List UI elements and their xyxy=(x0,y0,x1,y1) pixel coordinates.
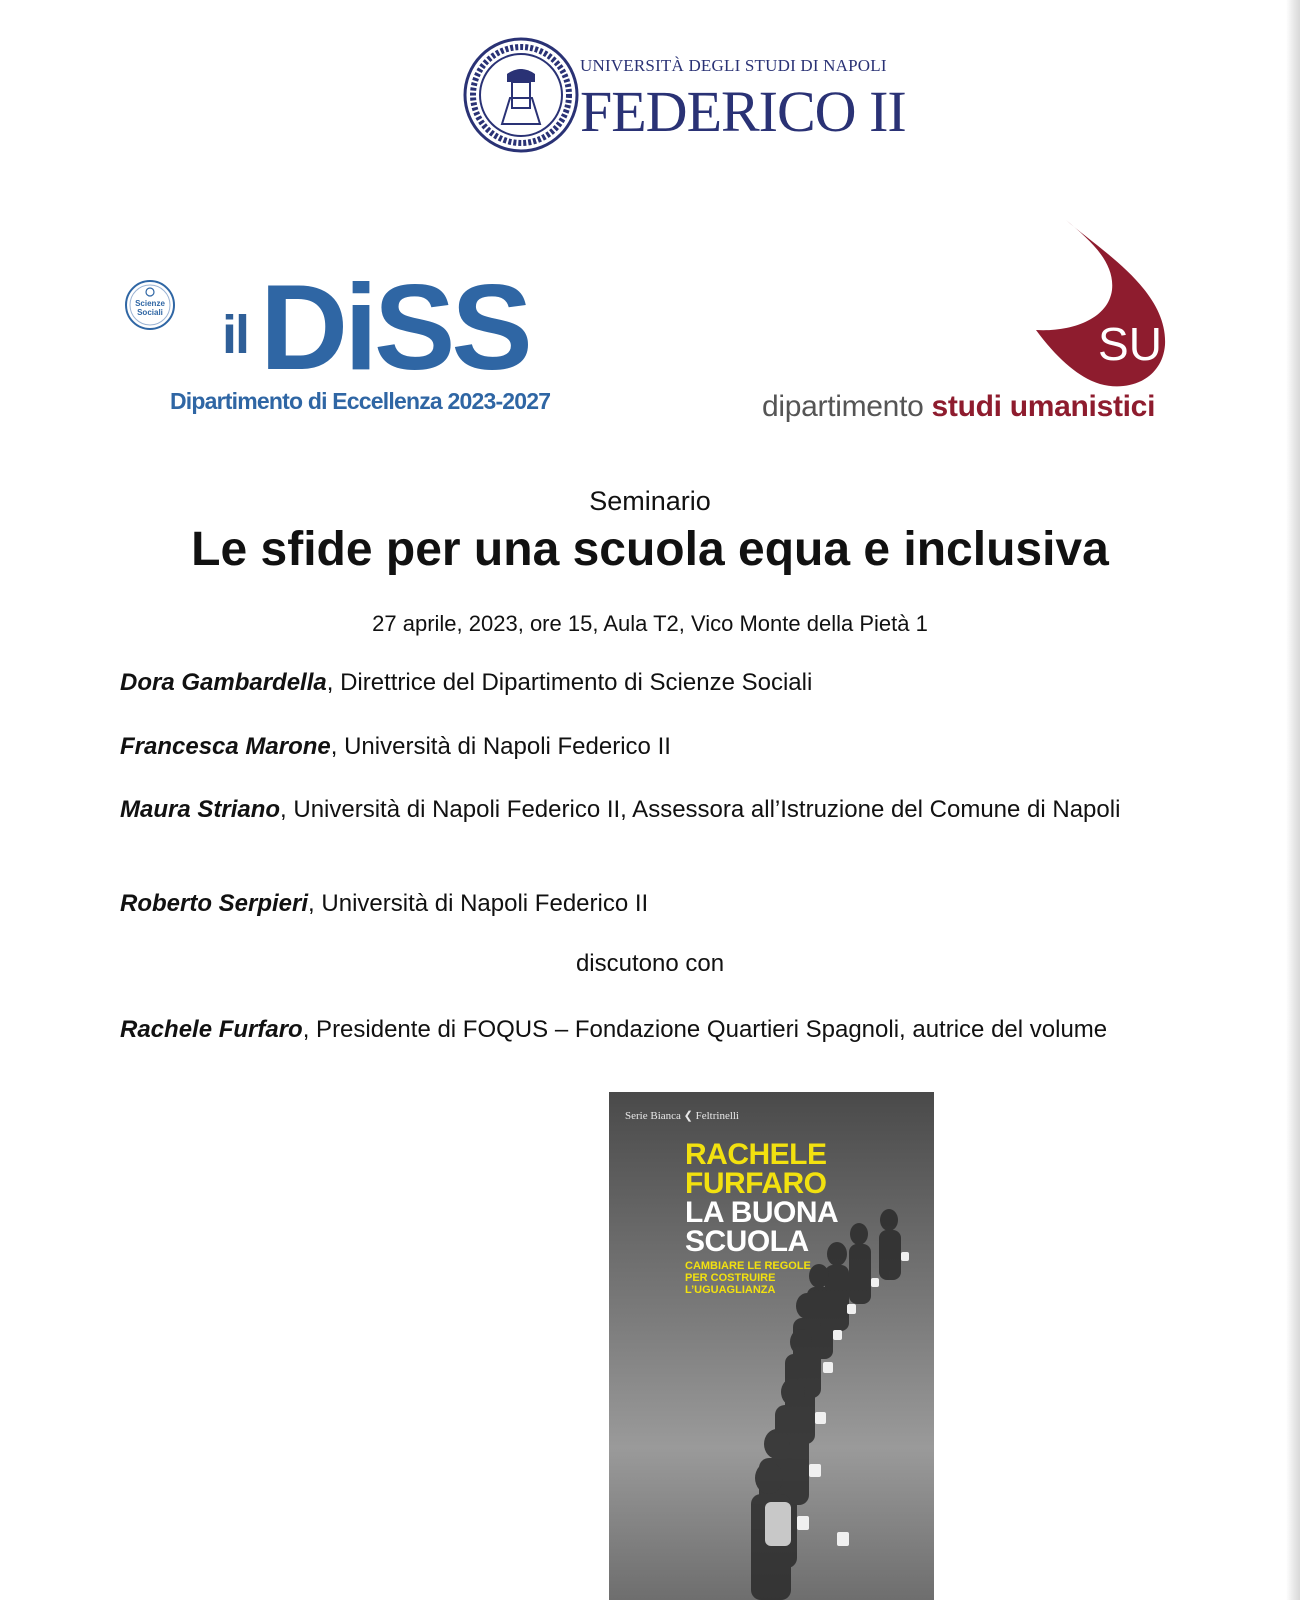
su-drop-logo-icon xyxy=(1030,220,1170,390)
speaker-name: Francesca Marone xyxy=(120,733,331,760)
su-mark: SU xyxy=(1098,318,1162,370)
speaker-item xyxy=(120,730,1140,763)
guest-role: , Presidente di FOQUS – Fondazione Quartieri Spagnoli, autrice del volume xyxy=(302,1016,1108,1043)
book-series: Serie Bianca ❮ Feltrinelli xyxy=(625,1110,739,1122)
university-name-line2: FEDERICO II xyxy=(580,79,906,144)
book-cover xyxy=(609,1092,934,1600)
university-logo xyxy=(462,36,906,156)
su-prefix: dipartimento xyxy=(762,390,932,423)
book-subtitle xyxy=(685,1260,835,1296)
speaker-role: , Università di Napoli Federico II xyxy=(330,733,671,760)
scienze-sociali-badge-icon xyxy=(124,279,176,331)
guest-item xyxy=(120,1013,1140,1046)
connector-text: discutono con xyxy=(575,950,725,977)
university-seal-icon xyxy=(462,36,580,154)
book-author xyxy=(685,1140,827,1198)
diss-logo-subtitle: Dipartimento di Eccellenza 2023-2027 xyxy=(170,388,551,414)
page-edge-shadow xyxy=(1286,0,1300,1600)
book-subtitle-line3: L’UGUAGLIANZA xyxy=(685,1284,776,1296)
university-name-line1: UNIVERSITÀ DEGLI STUDI DI NAPOLI xyxy=(580,56,887,75)
speaker-role: , Università di Napoli Federico II xyxy=(308,890,649,917)
speaker-name: Roberto Serpieri xyxy=(120,890,309,917)
book-author-line2: FURFARO xyxy=(685,1167,827,1200)
book-author-line1: RACHELE xyxy=(685,1138,827,1171)
diss-logo-name: DiSS xyxy=(260,259,529,395)
speaker-item xyxy=(120,887,1140,920)
su-name: studi umanistici xyxy=(931,390,1156,423)
diss-logo-il: il xyxy=(222,305,249,365)
book-subtitle-line1: CAMBIARE LE REGOLE xyxy=(685,1260,811,1272)
speaker-item xyxy=(120,793,1140,826)
book-title-line2: SCUOLA xyxy=(685,1225,809,1258)
speaker-name: Dora Gambardella xyxy=(120,669,327,696)
event-title: Le sfide per una scuola equa e inclusiva xyxy=(191,523,1109,576)
speaker-item xyxy=(120,666,1140,699)
badge-label-line2: Sociali xyxy=(137,308,163,317)
event-details: 27 aprile, 2023, ore 15, Aula T2, Vico Monte della Pietà 1 xyxy=(372,611,928,636)
book-subtitle-line2: PER COSTRUIRE xyxy=(685,1272,776,1284)
book-title-line1: LA BUONA xyxy=(685,1196,839,1229)
speaker-role: , Università di Napoli Federico II, Assessora all’Istruzione del Comune di Napoli xyxy=(280,796,1121,823)
su-department-name xyxy=(762,390,1155,424)
event-type: Seminario xyxy=(589,486,711,516)
badge-label-line1: Scienze xyxy=(135,299,165,308)
speaker-name: Maura Striano xyxy=(120,796,281,823)
book-title xyxy=(685,1198,838,1256)
speaker-role: , Direttrice del Dipartimento di Scienze Sociali xyxy=(326,669,813,696)
guest-name: Rachele Furfaro xyxy=(120,1016,303,1043)
